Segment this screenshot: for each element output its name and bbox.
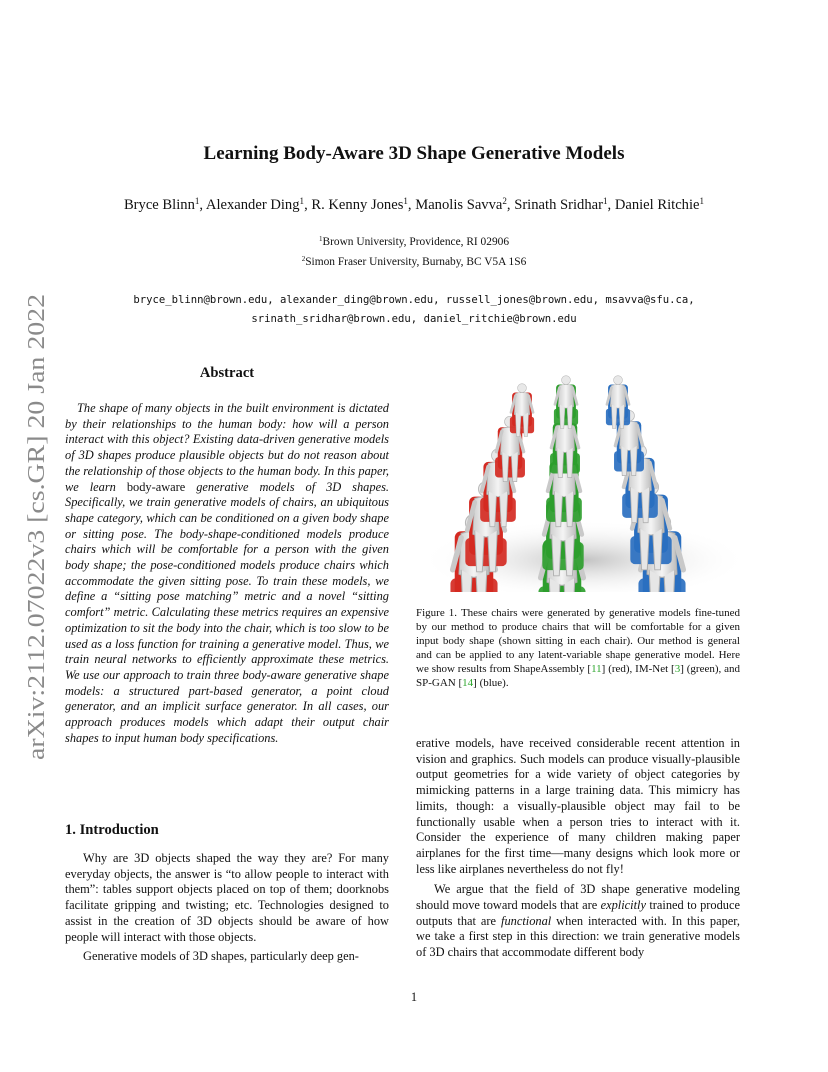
chair-seat (480, 498, 516, 522)
chair-seat (538, 586, 585, 592)
author-affiliation-mark: 1 (299, 196, 305, 207)
chair-seat (554, 409, 578, 426)
chair-seat (550, 453, 580, 473)
paragraph-text: when interacted with. In this paper, we take a first step in this direction: we train generative models of 3D chairs that accommodate different body (416, 913, 740, 960)
caption-text: ] (green), and SP-GAN [ (416, 663, 741, 689)
paragraph-text: trained to produce outputs that are (416, 898, 740, 928)
chairs-render (414, 370, 742, 592)
chair-seat (542, 542, 583, 570)
caption-text: Figure 1. These chairs were generated by generative models fine-tuned by our method to produce chairs that will be comfortable for a given input body shape (shown sitting in each chair). Our method is general and can be applied to any latent-variable shape generative model. Here we show results from ShapeAssembly [ (416, 607, 740, 675)
author-list: Bryce Blinn$^1$, Alexander Ding$^1$, R. Kenny Jones$^1$, Manolis Savva$^2$, Srinath Sridhar$^1$, Daniel Ritchie$^1$ (123, 196, 705, 213)
emphasis-text: explicitly (600, 898, 646, 913)
author-affiliation-mark: 1 (194, 196, 200, 207)
paragraph-text: We argue that the field of 3D shape generative modeling should move toward models that are (416, 882, 740, 913)
chair-seat (465, 538, 506, 566)
author-name: Bryce Blinn (123, 197, 195, 213)
paragraph: Why are 3D objects shaped the way they are? For many everyday objects, the answer is “to allow people to interact with them”: tables support objects placed on top of them; doorknobs facilitate gripping and twisting; etc. Technologies designed to assist in the creation of 3D objects should be aware of how people will interact with those objects. (65, 851, 389, 944)
chair-seat (630, 536, 671, 564)
paragraph (416, 882, 740, 961)
caption-text: ] (blue). (473, 677, 509, 689)
figure-head (614, 376, 623, 385)
affiliation-2 (0, 256, 828, 268)
abstract-body (65, 401, 389, 746)
author-affiliation-mark: 1 (403, 196, 408, 207)
affiliation-mark: 2 (301, 255, 306, 264)
figure-head (518, 384, 527, 393)
seated-figure (510, 384, 534, 437)
chair-seat (495, 457, 525, 477)
affiliation-text: Simon Fraser University, Burnaby, BC V5A 1S6 (305, 256, 527, 268)
chair-seat (638, 578, 685, 592)
email-line-1: bryce_blinn@brown.edu, alexander_ding@brown.edu, russell_jones@brown.edu, msavva@sfu.ca, (133, 294, 695, 306)
figure-head (562, 376, 571, 385)
introduction-body (65, 851, 389, 965)
abstract-text: generative models of 3D shapes. Specifically, we train generative models of chairs, an ubiquitous shape category, which can be conditioned on a given body shape or sitting pose. The body-shape-conditioned models produce chairs which will be comfortable for a person with the given body shape; the pose-conditioned models produce chairs which accommodate the given sitting pose. To train these models, we define a “sitting pose matching” metric and a novel “sitting comfort” metric. Calculating these metrics requires an expensive optimization to sit the body into the chair, which is too slow to be used as a loss function for training a generative model. Thus, we train neural networks to efficiently approximate these metrics. We use our approach to train three body-aware generative shape models: a structured part-based generator, a point cloud generator, and an implicit surface generator. In all cases, our approach produces models which adapt their output chair shapes to input human body specifications. (65, 479, 389, 745)
abstract-heading: Abstract (199, 365, 255, 381)
seated-figure (554, 376, 578, 429)
abstract-emphasis: body-aware (126, 479, 186, 494)
chair-groups (450, 376, 685, 592)
arxiv-id-text: arXiv:2112.07022v3 [cs.GR] 20 Jan 2022 (24, 358, 50, 760)
right-column-body (416, 736, 740, 961)
author-name: Daniel Ritchie (614, 197, 700, 213)
chair-seat (510, 417, 534, 434)
author-affiliation-mark: 1 (602, 196, 608, 207)
arxiv-identifier (24, 292, 50, 760)
author-name: Alexander Ding (205, 197, 300, 213)
chair-seat (546, 498, 582, 522)
author-affiliation-mark: 2 (502, 196, 507, 207)
affiliation-text: Brown University, Providence, RI 02906 (322, 236, 510, 248)
figure-1-caption (416, 606, 740, 690)
author-name: R. Kenny Jones (311, 197, 404, 213)
chair-seat (622, 494, 658, 518)
abstract-text: The shape of many objects in the built environment is dictated by their relationships to the human body: how will a person interact with this object? Existing data-driven generative models of 3D shapes produce plausible objects but do not reason about the relationship of those objects to the human body. In this paper, we learn (65, 401, 389, 494)
chair-seat (606, 409, 630, 426)
affiliation-1 (0, 236, 828, 248)
emphasis-text: functional (501, 913, 552, 928)
email-line-2: srinath_sridhar@brown.edu, daniel_ritchie@brown.edu (251, 313, 577, 325)
author-affiliation-mark: 1 (699, 196, 705, 207)
page-number: 1 (410, 990, 418, 1004)
citation-link[interactable]: 14 (462, 677, 474, 689)
paper-title: Learning Body-Aware 3D Shape Generative Models (203, 143, 625, 164)
author-name: Manolis Savva (415, 197, 503, 213)
chair-seat (614, 451, 644, 471)
citation-link[interactable]: 3 (674, 663, 681, 675)
figure-1-image (414, 370, 742, 592)
section-heading-introduction: 1. Introduction (65, 822, 159, 838)
chair-seat (450, 578, 497, 592)
seated-figure (606, 376, 630, 429)
caption-text: ] (red), IM-Net [ (601, 663, 675, 675)
author-name: Srinath Sridhar (514, 197, 603, 213)
paragraph: Generative models of 3D shapes, particularly deep gen- (83, 949, 359, 964)
paragraph: erative models, have received considerable recent attention in vision and graphics. Such models can produce visually-plausible output geometries for a wide variety of object categories by mimicking patterns in a large training data. This mimicry has limits, though: a visually-plausible object may fail to be functionally usable when a person tries to interact with it. Consider the experience of many children making paper airplanes for the first time—many designs which look more or less like airplanes nevertheless do not fly! (416, 736, 740, 876)
affiliation-mark: 1 (318, 235, 323, 244)
citation-link[interactable]: 11 (591, 663, 602, 675)
